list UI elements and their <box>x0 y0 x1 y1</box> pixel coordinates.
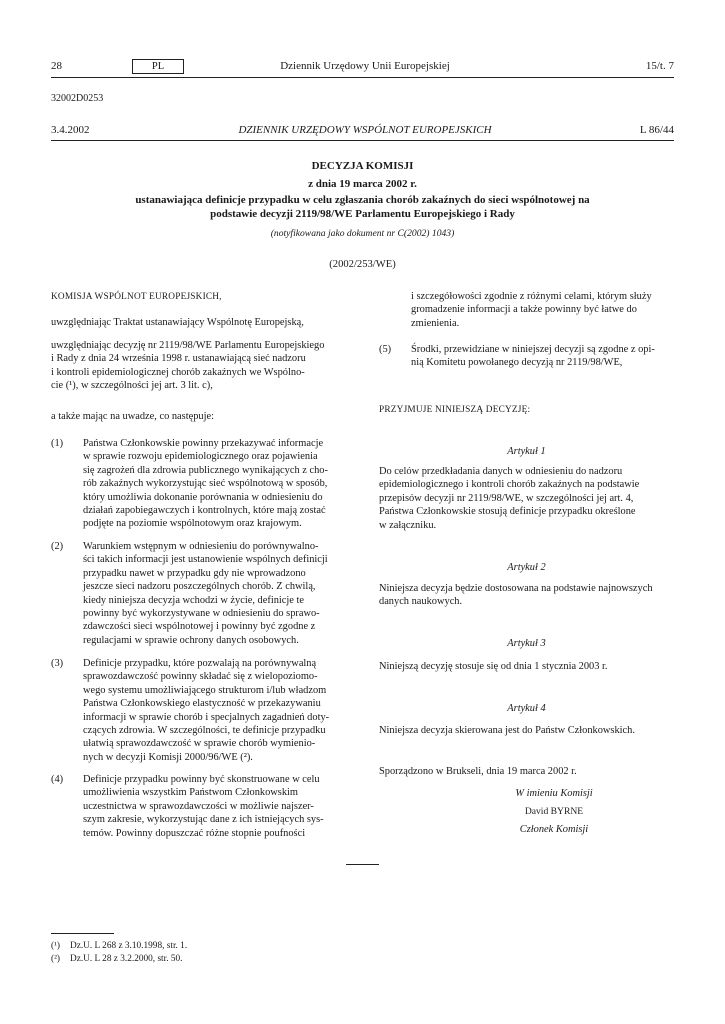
adoption-statement: PRZYJMUJE NINIEJSZĄ DECYZJĘ: <box>379 405 531 415</box>
end-rule <box>346 864 379 865</box>
text-line: rób zakaźnych wykorzystując sieć wspólnotową w sposób, <box>83 478 328 490</box>
text-line: epidemiologicznego i kontroli chorób zakaźnych na podstawie <box>379 479 640 491</box>
article-2-body <box>379 582 674 609</box>
footnote-text: Dz.U. L 268 z 3.10.1998, str. 1. <box>70 941 188 951</box>
recital-number: (1) <box>51 438 64 449</box>
text-line: zdawczości sieci wspólnotowej i powinny być zgodne z <box>83 621 316 633</box>
recital-2 <box>51 540 346 648</box>
text-line: w załączniku. <box>379 519 437 531</box>
recital-5 <box>379 343 674 371</box>
text-line: regulacjami w sprawie ochrony danych osobowych. <box>83 634 299 646</box>
oj-reference: L 86/44 <box>639 124 674 136</box>
recital-4-continuation <box>411 290 674 330</box>
text-line: informacji w sprawie chorób i specjalnych zagadnień doty- <box>83 711 330 723</box>
edition-number: 15/t. 7 <box>645 60 674 72</box>
text-line: nych w decyzji Komisji 2000/96/WE (²). <box>83 751 253 763</box>
recital-number: (5) <box>379 344 392 355</box>
whereas-paragraph: a także mając na uwadze, co następuje: <box>51 411 214 422</box>
journal-title: Dziennik Urzędowy Unii Europejskiej <box>280 60 450 72</box>
text-line: podjęte na poziomie wspólnotowym oraz krajowym. <box>83 518 302 530</box>
text-line: wego systemu umożliwiającego strukturom i/lub władzom <box>83 684 327 696</box>
notification-note: (notyfikowana jako dokument nr C(2002) 1043) <box>270 228 455 239</box>
text-line: czących zdrowia. W szczególności, te definicje przypadku <box>83 725 326 737</box>
footnote-text: Dz.U. L 28 z 3.2.2000, str. 50. <box>70 954 183 964</box>
recital-4 <box>51 773 346 841</box>
text-line: w sprawie rozwoju epidemiologicznego oraz pojawienia <box>83 451 318 463</box>
text-line: temów. Powinny dopuszczać różne stopnie poufności <box>83 827 306 839</box>
text-line: ści takich informacji jest ustanowienie wspólnych definicji <box>83 554 328 566</box>
done-at-statement: Sporządzono w Brukseli, dnia 19 marca 2002 r. <box>379 766 577 777</box>
text-line: umożliwienia wszystkim Państwom Członkowskim <box>83 787 299 799</box>
text-line: i szczegółowości zgodnie z różnymi celami, którym służy <box>411 291 652 302</box>
text-line: Warunkiem wstępnym w odniesieniu do porównywalno- <box>83 541 319 552</box>
text-line: powinny być wykorzystywane w odniesieniu do sprawo- <box>83 608 320 620</box>
oj-header-rule <box>51 140 674 141</box>
recital-3 <box>51 657 346 765</box>
text-line: uczestnictwa w sprawozdawczości w możliwie najszer- <box>83 800 314 812</box>
text-line: kiedy niniejsza decyzja wchodzi w życie, definicje te <box>83 594 304 606</box>
article-2-heading: Artykuł 2 <box>507 562 546 573</box>
text-line: Definicje przypadku, które pozwalają na porównywalną <box>83 658 317 669</box>
text-line: uwzględniając decyzję nr 2119/98/WE Parlamentu Europejskiego <box>51 340 325 351</box>
text-line: który umożliwia dokonanie porównania w odniesieniu do <box>83 491 323 503</box>
decision-title: DECYZJA KOMISJI <box>311 160 414 172</box>
text-line: ułatwią sprawozdawczość w sprawie chorób wymienio- <box>83 738 316 750</box>
text-line: danych naukowych. <box>379 596 463 608</box>
article-4-heading: Artykuł 4 <box>507 703 546 714</box>
decision-subject-line1: ustanawiająca definicje przypadku w celu zgłaszania chorób zakaźnych do sieci wspólnotowej na <box>135 194 590 206</box>
text-line: przypadku nawet w przypadku gdy nie wprowadzono <box>83 567 306 579</box>
page-number: 28 <box>51 60 62 72</box>
article-3-body <box>379 660 674 673</box>
text-line: szym zakresie, wykorzystując dane z ich istniejących sys- <box>83 814 324 826</box>
text-line: nią Komitetu powołanego decyzją nr 2119/98/WE, <box>411 357 623 369</box>
recital-number: (4) <box>51 774 64 785</box>
oj-date: 3.4.2002 <box>51 124 90 136</box>
text-line: sprawozdawczość powinny składać się z wielopoziomo- <box>83 671 318 683</box>
language-badge: PL <box>132 59 184 74</box>
text-line: Państwa Członkowskie powinny przekazywać informacje <box>83 438 324 449</box>
article-3-heading: Artykuł 3 <box>507 638 546 649</box>
text-line: Niniejsza decyzja będzie dostosowana na podstawie najnowszych <box>379 583 653 594</box>
recital-number: (3) <box>51 658 64 669</box>
text-line: Państwa Członkowskiego elastyczność w przekazywaniu <box>83 698 321 710</box>
signature-on-behalf: W imieniu Komisji <box>515 788 593 799</box>
signatory-role: Członek Komisji <box>519 824 589 835</box>
text-line: jeszcze sieci nadzoru poszczególnych chorób. Z chwilą, <box>83 581 316 593</box>
decision-citation-paragraph <box>51 339 346 393</box>
decision-number: (2002/253/WE) <box>329 259 396 270</box>
article-1-heading: Artykuł 1 <box>507 446 546 457</box>
text-line: Państwa Członkowskie stosują definicje przypadku określone <box>379 506 636 518</box>
text-line: Środki, przewidziane w niniejszej decyzji są zgodne z opi- <box>411 344 655 355</box>
text-line: przepisów decyzji nr 2119/98/WE, w szczególności jej art. 4, <box>379 492 634 504</box>
celex-number: 32002D0253 <box>51 93 104 104</box>
text-line: się zagrożeń dla zdrowia publicznego wynikających z cho- <box>83 464 328 476</box>
text-line: gromadzenie informacji a także powinny być łatwe do <box>411 304 637 316</box>
text-line: Definicje przypadku powinny być skonstruowane w celu <box>83 774 320 785</box>
header-rule <box>51 77 674 78</box>
signatory-name: David BYRNE <box>524 806 584 817</box>
text-line: cie (¹), w szczególności jej art. 3 lit. c), <box>51 380 213 392</box>
footnote-mark: (¹) <box>51 941 60 951</box>
footnote-1 <box>51 941 188 951</box>
text-line: Niniejsza decyzja skierowana jest do Państw Członkowskich. <box>379 725 635 736</box>
text-line: i kontroli epidemiologicznej chorób zakaźnych we Wspólno- <box>51 366 305 378</box>
decision-subject-line2: podstawie decyzji 2119/98/WE Parlamentu Europejskiego i Rady <box>210 208 515 220</box>
text-line: działań zapobiegawczych i kontrolnych, które mają zostać <box>83 505 326 517</box>
text-line: Do celów przedkładania danych w odniesieniu do nadzoru <box>379 466 623 477</box>
article-1-body <box>379 465 674 532</box>
recital-number: (2) <box>51 541 64 552</box>
text-line: i Rady z dnia 24 września 1998 r. ustanawiającą sieć nadzoru <box>51 353 306 365</box>
treaty-paragraph: uwzględniając Traktat ustanawiający Wspólnotę Europejską, <box>51 317 304 328</box>
recital-1 <box>51 437 346 531</box>
oj-journal-title: DZIENNIK URZĘDOWY WSPÓLNOT EUROPEJSKICH <box>238 124 492 136</box>
footnote-mark: (²) <box>51 954 60 964</box>
text-line: zmienienia. <box>411 317 460 329</box>
article-4-body <box>379 724 674 737</box>
footnote-rule <box>51 933 114 934</box>
commission-heading: KOMISJA WSPÓLNOT EUROPEJSKICH, <box>51 292 222 302</box>
footnote-2 <box>51 954 183 964</box>
text-line: Niniejszą decyzję stosuje się od dnia 1 stycznia 2003 r. <box>379 661 608 672</box>
decision-date: z dnia 19 marca 2002 r. <box>308 178 417 190</box>
